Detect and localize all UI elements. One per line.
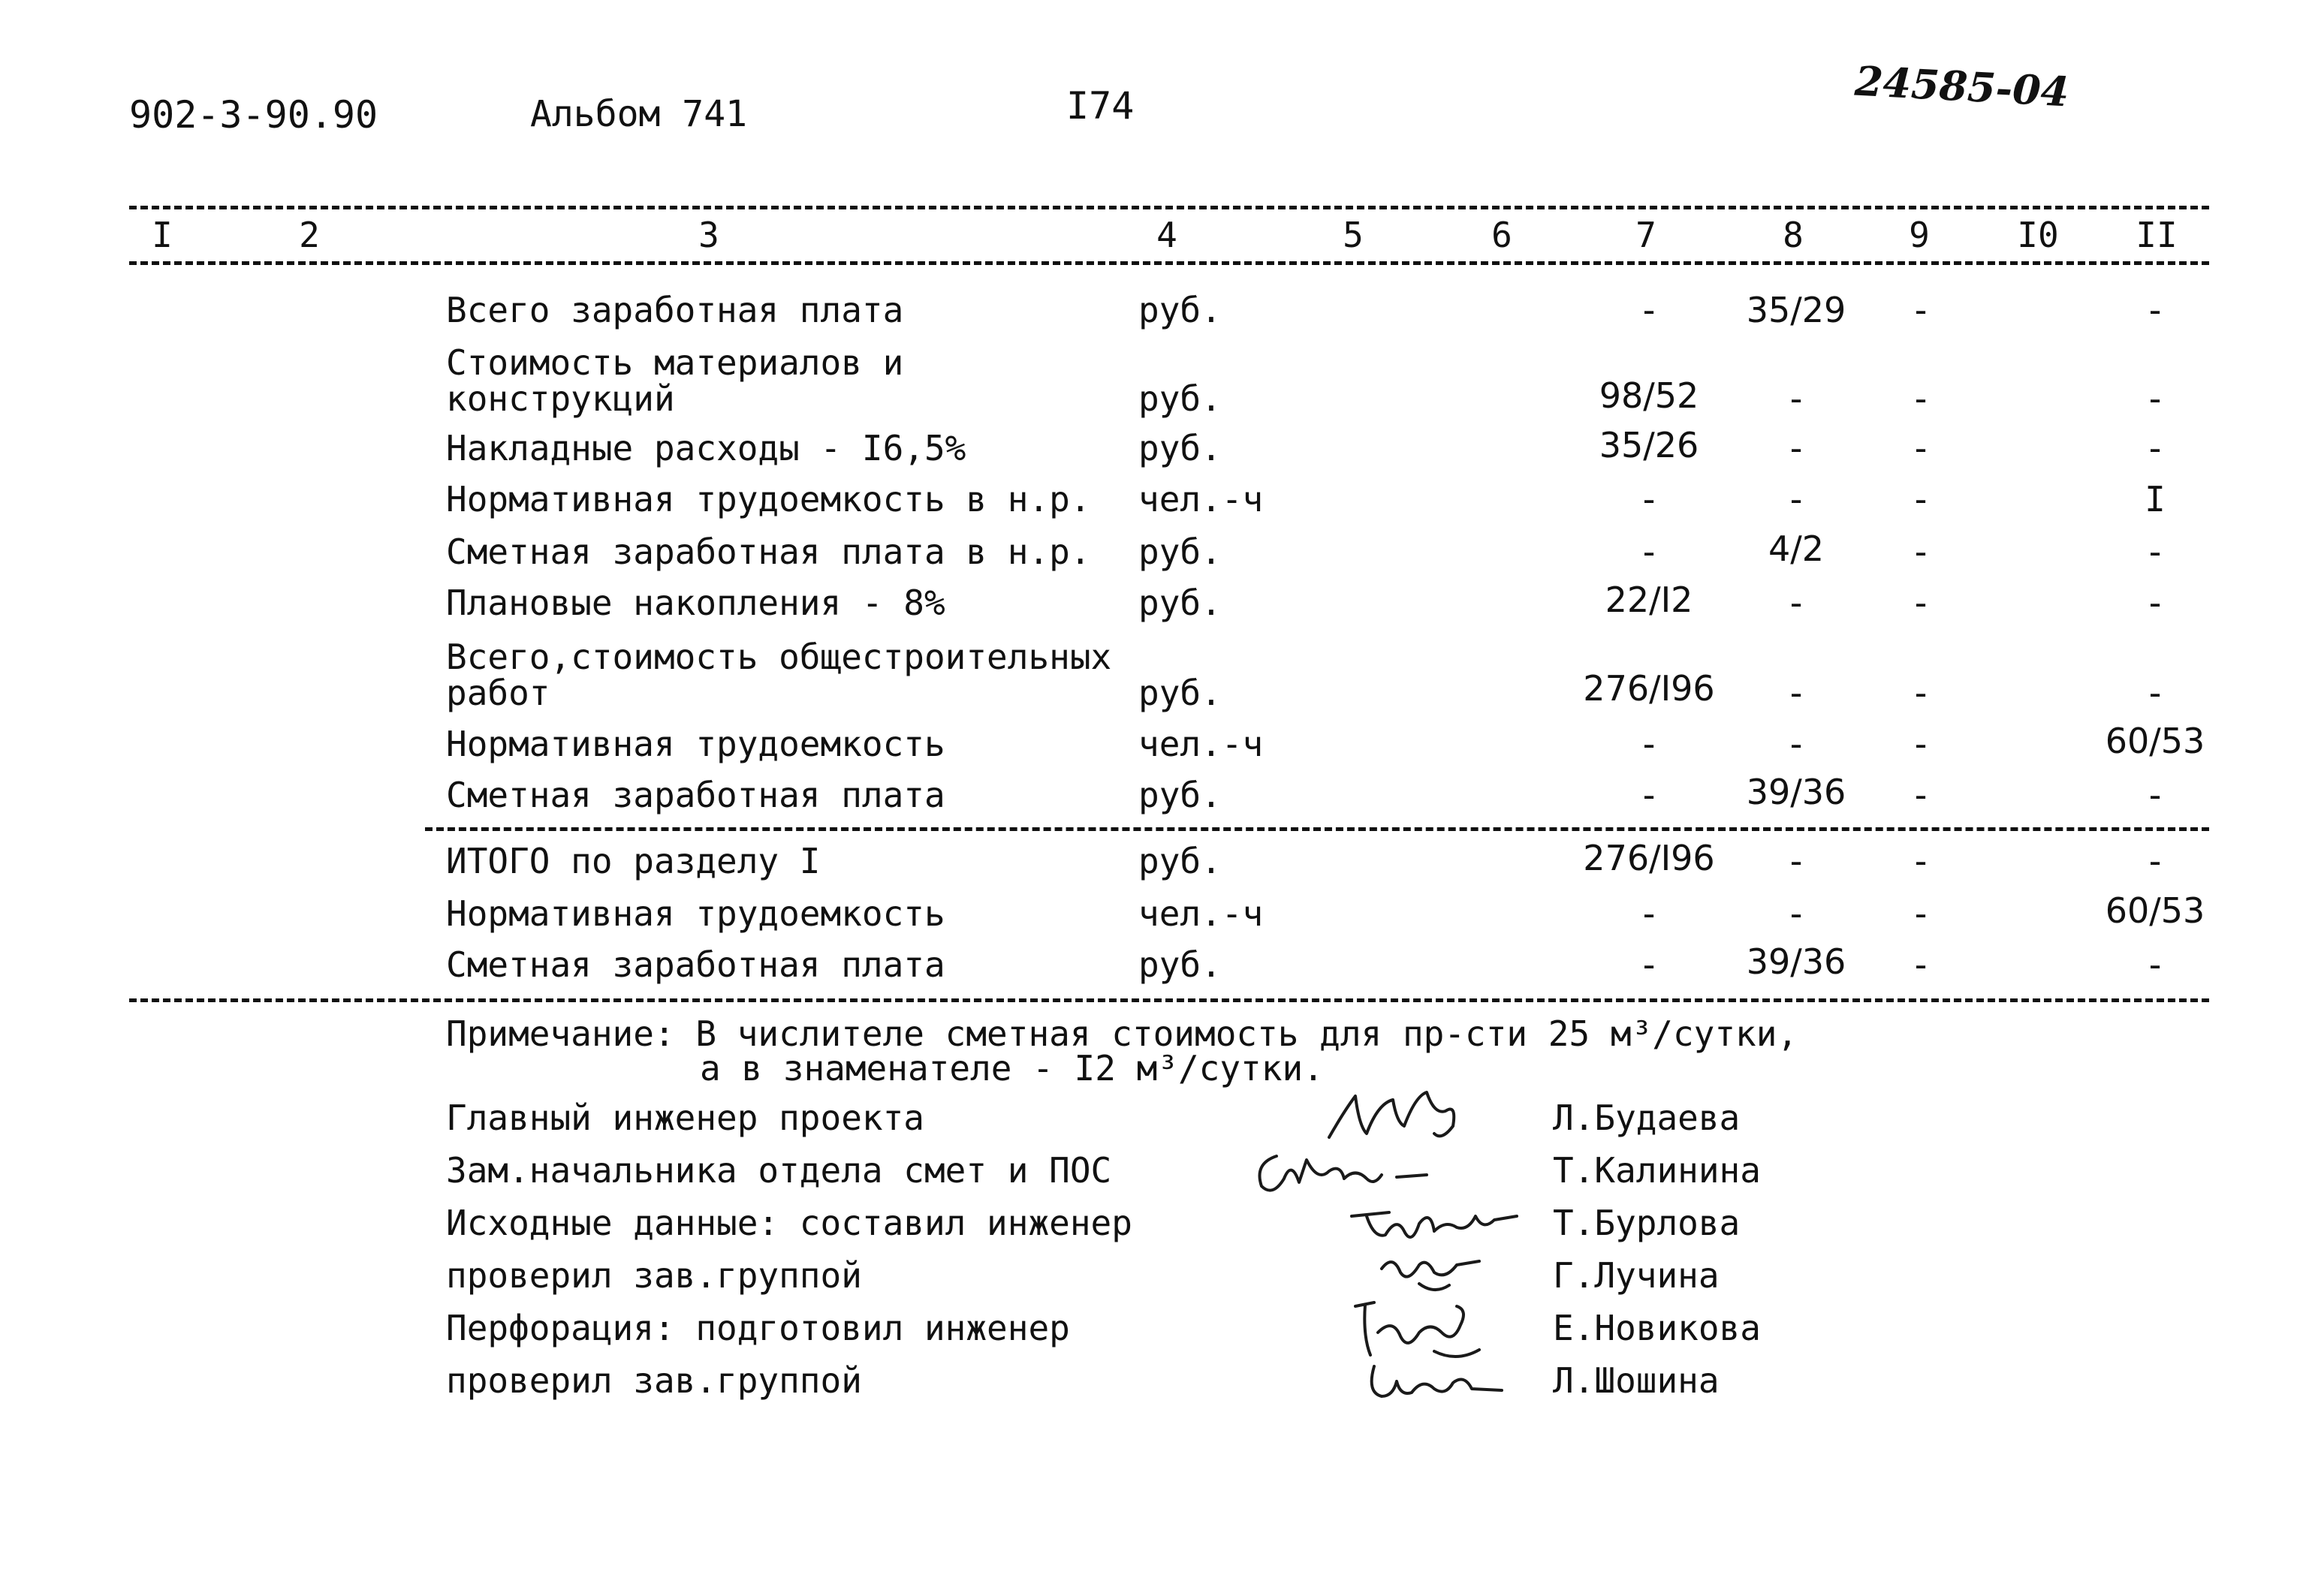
cell-col8: - (1789, 673, 1803, 713)
signature-shoshina (1359, 1351, 1509, 1411)
signatory-name: Т.Калинина (1553, 1150, 1761, 1191)
cell-col8: - (1789, 841, 1803, 881)
cell-col11: - (2148, 290, 2162, 330)
row-unit: руб. (1138, 583, 1222, 623)
cell-col7: 35/26 (1599, 425, 1699, 465)
row-unit: чел.-ч (1138, 893, 1264, 934)
row-name: Сметная заработная плата (446, 775, 945, 815)
cell-col7: - (1642, 290, 1656, 330)
cell-col11: - (2148, 944, 2162, 985)
cell-col7: - (1642, 479, 1656, 519)
cell-col8: - (1789, 893, 1803, 934)
row-unit: руб. (1138, 944, 1222, 985)
cell-col8: 39/36 (1746, 941, 1846, 982)
cell-col9: - (1914, 378, 1928, 419)
col-header-3: 3 (698, 215, 719, 255)
row-name: Нормативная трудоемкость (446, 893, 945, 934)
row-name: Плановые накопления - 8% (446, 583, 945, 623)
row-unit: руб. (1138, 378, 1222, 419)
cell-col8: 35/29 (1746, 290, 1846, 330)
cell-col11: 60/53 (2105, 721, 2205, 761)
cell-col8: - (1789, 378, 1803, 419)
row-name-cont: конструкций (446, 378, 675, 419)
inventory-number: 24585-04 (1853, 56, 2070, 116)
col-header-7: 7 (1635, 215, 1656, 255)
row-unit: руб. (1138, 428, 1222, 468)
row-name: Всего,стоимость общестроительных (446, 637, 1112, 677)
cell-col8: - (1789, 724, 1803, 764)
cell-col11: - (2148, 673, 2162, 713)
col-header-6: 6 (1491, 215, 1512, 255)
signature-luchina (1374, 1239, 1487, 1299)
cell-col7: 276/I96 (1583, 838, 1715, 878)
cell-col9: - (1914, 944, 1928, 985)
row-name: Нормативная трудоемкость в н.р. (446, 479, 1091, 519)
signatory-name: Л.Шошина (1553, 1360, 1720, 1401)
cell-col9: - (1914, 775, 1928, 815)
signatory-role: Зам.начальника отдела смет и ПОС (446, 1150, 1112, 1191)
row-name: Всего заработная плата (446, 290, 904, 330)
signature-budaeva (1322, 1081, 1472, 1149)
col-header-8: 8 (1783, 215, 1804, 255)
cell-col8: - (1789, 428, 1803, 468)
row-unit: руб. (1138, 841, 1222, 881)
row-unit: руб. (1138, 531, 1222, 572)
cell-col11: I (2145, 479, 2166, 519)
cell-col9: - (1914, 428, 1928, 468)
cell-col9: - (1914, 583, 1928, 623)
note-line-2: а в знаменателе - I2 м³/сутки. (700, 1048, 1324, 1089)
cell-col9: - (1914, 531, 1928, 572)
row-name: Сметная заработная плата (446, 944, 945, 985)
cell-col8: - (1789, 583, 1803, 623)
totals-top-rule (425, 827, 2209, 831)
col-header-9: 9 (1909, 215, 1930, 255)
row-unit: руб. (1138, 290, 1222, 330)
cell-col7: - (1642, 944, 1656, 985)
row-unit: руб. (1138, 775, 1222, 815)
row-name: Стоимость материалов и (446, 342, 904, 383)
cell-col8: 39/36 (1746, 772, 1846, 812)
row-name: Нормативная трудоемкость (446, 724, 945, 764)
cell-col11: - (2148, 531, 2162, 572)
row-unit: чел.-ч (1138, 724, 1264, 764)
cell-col7: 276/I96 (1583, 668, 1715, 709)
signatory-role: Перфорация: подготовил инженер (446, 1308, 1070, 1348)
cell-col7: 98/52 (1599, 375, 1699, 416)
cell-col11: - (2148, 428, 2162, 468)
cell-col11: - (2148, 775, 2162, 815)
cell-col9: - (1914, 479, 1928, 519)
cell-col7: - (1642, 775, 1656, 815)
cell-col9: - (1914, 724, 1928, 764)
row-name: Накладные расходы - I6,5% (446, 428, 966, 468)
col-header-5: 5 (1343, 215, 1364, 255)
cell-col7: 22/I2 (1605, 580, 1693, 620)
doc-code: 902-3-90.90 (129, 93, 378, 137)
row-unit: чел.-ч (1138, 479, 1264, 519)
cell-col7: - (1642, 893, 1656, 934)
signature-kalinina (1246, 1141, 1449, 1201)
cell-col11: - (2148, 378, 2162, 419)
cell-col9: - (1914, 893, 1928, 934)
cell-col11: 60/53 (2105, 890, 2205, 931)
note-line-1: Примечание: В числителе сметная стоимость для пр-сти 25 м³/сутки, (446, 1013, 1798, 1054)
signatory-name: Т.Бурлова (1553, 1203, 1741, 1243)
row-name-cont: работ (446, 673, 550, 713)
signatory-name: Е.Новикова (1553, 1308, 1761, 1348)
page-number: I74 (1066, 84, 1135, 128)
header-bottom-rule (129, 261, 2209, 265)
cell-col8: 4/2 (1768, 528, 1825, 569)
cell-col8: - (1789, 479, 1803, 519)
signatory-role: проверил зав.группой (446, 1360, 862, 1401)
cell-col9: - (1914, 673, 1928, 713)
row-name: Сметная заработная плата в н.р. (446, 531, 1091, 572)
signatory-role: проверил зав.группой (446, 1255, 862, 1296)
cell-col9: - (1914, 290, 1928, 330)
cell-col11: - (2148, 583, 2162, 623)
signatory-name: Л.Будаева (1553, 1098, 1741, 1138)
cell-col9: - (1914, 841, 1928, 881)
table-bottom-rule (129, 998, 2209, 1002)
cell-col7: - (1642, 531, 1656, 572)
col-header-10: I0 (2017, 215, 2059, 255)
col-header-11: II (2136, 215, 2178, 255)
col-header-1: I (152, 215, 173, 255)
signatory-name: Г.Лучина (1553, 1255, 1720, 1296)
col-header-2: 2 (299, 215, 320, 255)
cell-col11: - (2148, 841, 2162, 881)
col-header-4: 4 (1156, 215, 1177, 255)
cell-col7: - (1642, 724, 1656, 764)
table-top-rule (129, 206, 2209, 209)
signatory-role: Исходные данные: составил инженер (446, 1203, 1132, 1243)
signatory-role: Главный инженер проекта (446, 1098, 924, 1138)
album-label: Альбом 741 (530, 93, 747, 135)
row-name: ИТОГО по разделу I (446, 841, 821, 881)
row-unit: руб. (1138, 673, 1222, 713)
